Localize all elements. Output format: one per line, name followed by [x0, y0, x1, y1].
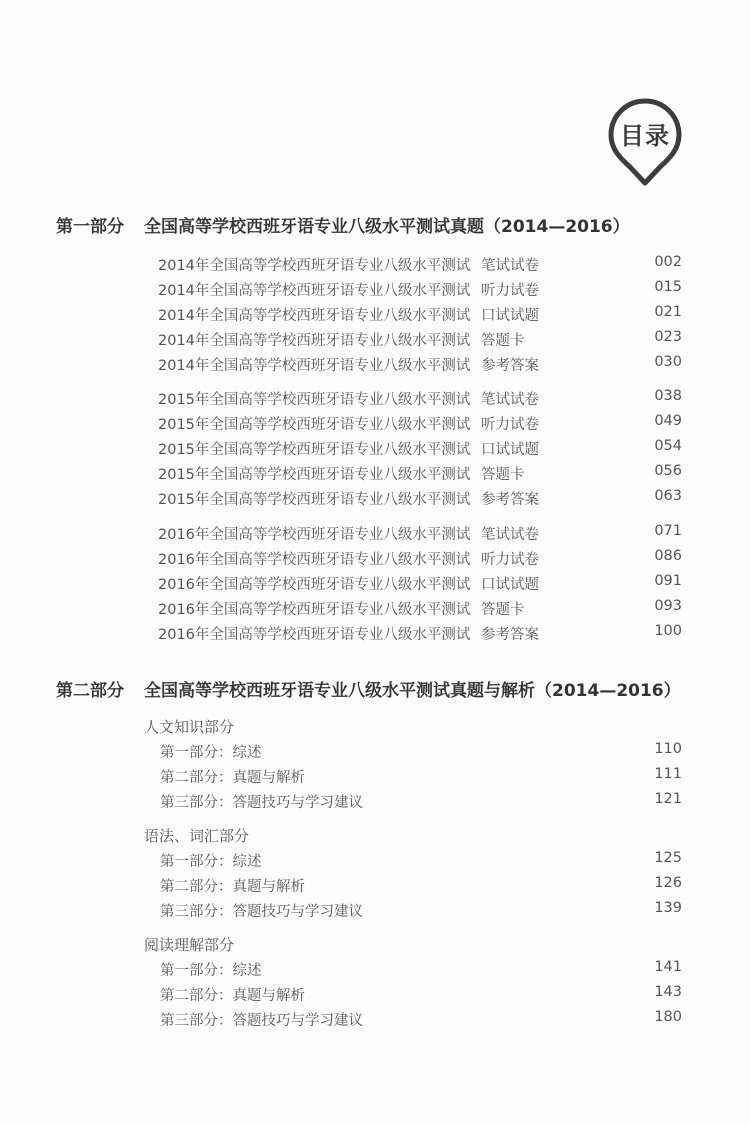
toc-entry-kind: 听力试卷 [481, 417, 539, 433]
toc-entry-page: 015 [654, 279, 682, 295]
toc-entry[interactable] [158, 279, 682, 301]
toc-entry[interactable] [158, 329, 682, 351]
toc-subentry-page: 139 [654, 900, 682, 916]
toc-subentry-page: 125 [654, 850, 682, 866]
toc-entry-kind: 口试试题 [481, 308, 539, 324]
toc-entry-kind: 笔试试卷 [481, 527, 539, 543]
toc-subentry-page: 180 [654, 1009, 682, 1025]
toc-entry-kind: 听力试卷 [481, 552, 539, 568]
toc-subentry-page: 110 [654, 741, 682, 757]
toc-section-heading: 阅读理解部分 [144, 936, 235, 954]
toc-entry-kind: 参考答案 [481, 358, 539, 374]
toc-entry-kind: 参考答案 [481, 627, 539, 643]
toc-subentry-page: 126 [654, 875, 682, 891]
toc-entry[interactable] [158, 438, 682, 460]
toc-entry-page: 038 [654, 388, 682, 404]
toc-entry-page: 063 [654, 488, 682, 504]
toc-entry-page: 086 [654, 548, 682, 564]
toc-entry-title: 2016年全国高等学校西班牙语专业八级水平测试 [158, 552, 471, 568]
toc-subentry[interactable] [160, 791, 682, 813]
toc-entry[interactable] [158, 548, 682, 570]
toc-entry-title: 2015年全国高等学校西班牙语专业八级水平测试 [158, 392, 471, 408]
part1-heading [56, 212, 630, 237]
toc-entry-title: 2016年全国高等学校西班牙语专业八级水平测试 [158, 577, 471, 593]
toc-entry-title: 2016年全国高等学校西班牙语专业八级水平测试 [158, 627, 471, 643]
toc-entry-title: 2014年全国高等学校西班牙语专业八级水平测试 [158, 308, 471, 324]
toc-entry-page: 021 [654, 304, 682, 320]
toc-entry-page: 091 [654, 573, 682, 589]
toc-entry-kind: 答题卡 [481, 602, 525, 618]
toc-entry-page: 049 [654, 413, 682, 429]
toc-subentry-page: 143 [654, 984, 682, 1000]
toc-entry-kind: 答题卡 [481, 333, 525, 349]
toc-entry-kind: 口试试题 [481, 442, 539, 458]
toc-entry-kind: 口试试题 [481, 577, 539, 593]
toc-entry-title: 2015年全国高等学校西班牙语专业八级水平测试 [158, 492, 471, 508]
toc-entry-kind: 笔试试卷 [481, 258, 539, 274]
toc-entry-title: 2014年全国高等学校西班牙语专业八级水平测试 [158, 333, 471, 349]
toc-entry[interactable] [158, 388, 682, 410]
toc-entry-kind: 参考答案 [481, 492, 539, 508]
part1-title: 全国高等学校西班牙语专业八级水平测试真题（2014—2016） [144, 217, 630, 237]
toc-subentry[interactable] [160, 850, 682, 872]
toc-entry[interactable] [158, 488, 682, 510]
toc-subentry[interactable] [160, 984, 682, 1006]
toc-entry-title: 2014年全国高等学校西班牙语专业八级水平测试 [158, 358, 471, 374]
toc-entry[interactable] [158, 463, 682, 485]
toc-subentry-page: 141 [654, 959, 682, 975]
toc-subentry-title: 第二部分：真题与解析 [160, 879, 305, 895]
toc-subentry[interactable] [160, 766, 682, 788]
toc-entry-kind: 答题卡 [481, 467, 525, 483]
toc-entry-page: 002 [654, 254, 682, 270]
toc-entry-title: 2015年全国高等学校西班牙语专业八级水平测试 [158, 442, 471, 458]
toc-entry[interactable] [158, 523, 682, 545]
toc-entry-title: 2016年全国高等学校西班牙语专业八级水平测试 [158, 527, 471, 543]
toc-entry-title: 2015年全国高等学校西班牙语专业八级水平测试 [158, 467, 471, 483]
toc-entry-page: 023 [654, 329, 682, 345]
toc-subentry-title: 第三部分：答题技巧与学习建议 [160, 904, 363, 920]
part2-label: 第二部分 [56, 681, 124, 701]
toc-entry-page: 071 [654, 523, 682, 539]
toc-entry-page: 054 [654, 438, 682, 454]
toc-subentry-title: 第三部分：答题技巧与学习建议 [160, 795, 363, 811]
toc-entry[interactable] [158, 354, 682, 376]
toc-entry-title: 2015年全国高等学校西班牙语专业八级水平测试 [158, 417, 471, 433]
toc-subentry-title: 第一部分：综述 [160, 963, 262, 979]
toc-subentry[interactable] [160, 875, 682, 897]
toc-entry-page: 030 [654, 354, 682, 370]
toc-entry-title: 2016年全国高等学校西班牙语专业八级水平测试 [158, 602, 471, 618]
toc-subentry-title: 第一部分：综述 [160, 854, 262, 870]
toc-entry[interactable] [158, 598, 682, 620]
toc-subentry-title: 第三部分：答题技巧与学习建议 [160, 1013, 363, 1029]
toc-entry[interactable] [158, 304, 682, 326]
toc-section-heading: 语法、词汇部分 [144, 827, 250, 845]
toc-entry[interactable] [158, 573, 682, 595]
toc-section-heading: 人文知识部分 [144, 718, 235, 736]
toc-entry-page: 100 [654, 623, 682, 639]
toc-subentry-title: 第二部分：真题与解析 [160, 770, 305, 786]
toc-entry-page: 056 [654, 463, 682, 479]
toc-entry-kind: 笔试试卷 [481, 392, 539, 408]
toc-subentry[interactable] [160, 741, 682, 763]
toc-subentry-title: 第一部分：综述 [160, 745, 262, 761]
toc-subentry[interactable] [160, 900, 682, 922]
toc-entry-kind: 听力试卷 [481, 283, 539, 299]
toc-entry-page: 093 [654, 598, 682, 614]
toc-subentry-page: 111 [654, 766, 682, 782]
part2-heading [56, 676, 681, 701]
part2-title: 全国高等学校西班牙语专业八级水平测试真题与解析（2014—2016） [144, 681, 681, 701]
toc-entry-title: 2014年全国高等学校西班牙语专业八级水平测试 [158, 283, 471, 299]
toc-subentry[interactable] [160, 1009, 682, 1031]
toc-subentry-page: 121 [654, 791, 682, 807]
toc-subentry-title: 第二部分：真题与解析 [160, 988, 305, 1004]
toc-entry-title: 2014年全国高等学校西班牙语专业八级水平测试 [158, 258, 471, 274]
toc-subentry[interactable] [160, 959, 682, 981]
toc-entry[interactable] [158, 254, 682, 276]
part1-label: 第一部分 [56, 217, 124, 237]
toc-entry[interactable] [158, 413, 682, 435]
toc-entry[interactable] [158, 623, 682, 645]
toc-badge-text: 目录 [620, 122, 670, 150]
